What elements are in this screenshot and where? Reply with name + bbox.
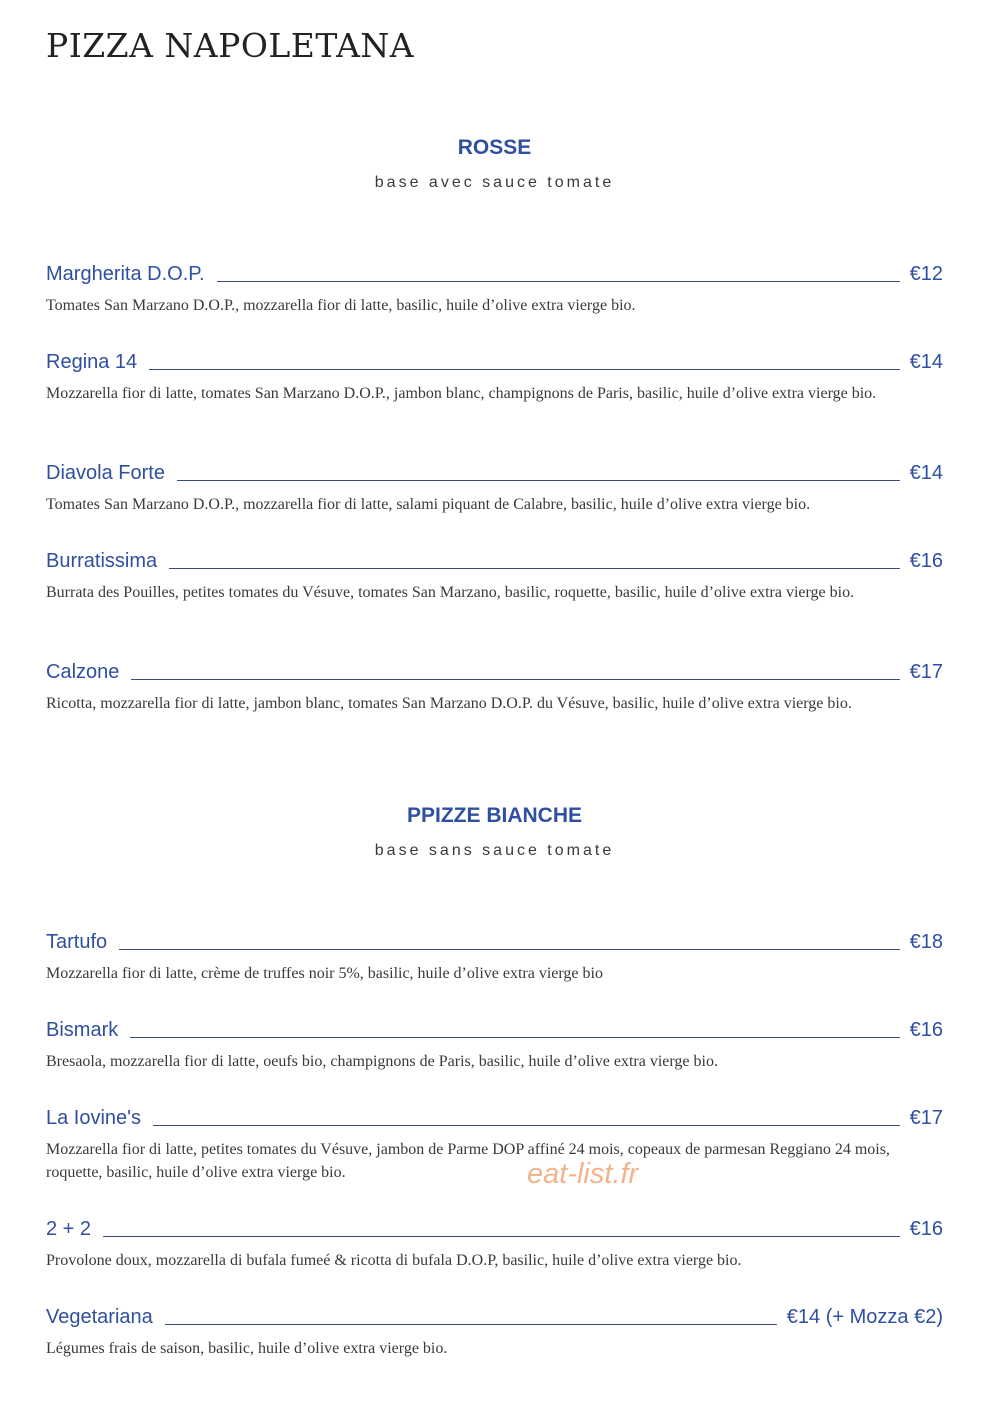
item-name: Bismark xyxy=(46,1019,119,1041)
item-description: Burrata des Pouilles, petites tomates du Vésuve, tomates San Marzano, basilic, roquette, basilic, huile d’olive extra vierge bio. xyxy=(46,584,855,601)
menu-item-tartufo xyxy=(46,926,943,952)
leader-line xyxy=(217,280,900,282)
menu-item-2-plus-2 xyxy=(46,1213,943,1239)
section-title-rosse: ROSSE xyxy=(457,136,532,159)
item-description: Mozzarella fior di latte, tomates San Marzano D.O.P., jambon blanc, champignons de Paris, basilic, huile d’olive extra vierge bio. xyxy=(46,385,877,402)
item-price: €16 xyxy=(909,1019,943,1041)
menu-item-burratissima xyxy=(46,545,943,571)
item-description: Mozzarella fior di latte, petites tomates du Vésuve, jambon de Parme DOP affiné 24 mois, copeaux de parmesan Reggiano 24 mois, roquette, basilic, huile d’olive extra vierge bio. xyxy=(46,1141,890,1181)
section-subtitle-bianche: base sans sauce tomate xyxy=(374,842,615,859)
leader-line xyxy=(103,1235,900,1237)
leader-line xyxy=(177,479,900,481)
item-name: La Iovine's xyxy=(46,1107,141,1129)
section-subtitle-rosse: base avec sauce tomate xyxy=(374,174,615,191)
item-name: 2 + 2 xyxy=(46,1218,92,1240)
menu-item-vegetariana xyxy=(46,1301,943,1327)
item-description: Provolone doux, mozzarella di bufala fumeé & ricotta di bufala D.O.P, basilic, huile d’olive extra vierge bio. xyxy=(46,1252,742,1269)
item-price: €14 (+ Mozza €2) xyxy=(786,1306,943,1328)
item-description: Mozzarella fior di latte, crème de truffes noir 5%, basilic, huile d’olive extra vierge bio xyxy=(46,965,603,982)
menu-item-regina xyxy=(46,346,943,372)
item-name: Burratissima xyxy=(46,550,158,572)
item-name: Regina 14 xyxy=(46,351,138,373)
leader-line xyxy=(169,567,899,569)
item-price: €16 xyxy=(909,550,943,572)
item-description: Bresaola, mozzarella fior di latte, oeufs bio, champignons de Paris, basilic, huile d’olive extra vierge bio. xyxy=(46,1053,718,1070)
item-price: €16 xyxy=(909,1218,943,1240)
item-name: Tartufo xyxy=(46,931,108,953)
watermark: eat-list.fr xyxy=(527,1158,639,1190)
leader-line xyxy=(165,1323,777,1325)
item-description: Tomates San Marzano D.O.P., mozzarella fior di latte, salami piquant de Calabre, basilic, huile d’olive extra vierge bio. xyxy=(46,496,811,513)
item-price: €18 xyxy=(909,931,943,953)
menu-item-la-iovines xyxy=(46,1102,943,1128)
item-price: €17 xyxy=(909,661,943,683)
menu-item-diavola xyxy=(46,457,943,483)
item-name: Margherita D.O.P. xyxy=(46,263,205,285)
item-price: €12 xyxy=(909,263,943,285)
item-name: Vegetariana xyxy=(46,1306,153,1328)
item-name: Calzone xyxy=(46,661,120,683)
item-description: Tomates San Marzano D.O.P., mozzarella fior di latte, basilic, huile d’olive extra vierge bio. xyxy=(46,297,636,314)
leader-line xyxy=(153,1124,900,1126)
menu-item-margherita xyxy=(46,258,943,284)
menu-item-bismark xyxy=(46,1014,943,1040)
item-description: Ricotta, mozzarella fior di latte, jambon blanc, tomates San Marzano D.O.P. du Vésuve, basilic, huile d’olive extra vierge bio. xyxy=(46,695,852,712)
item-price: €14 xyxy=(909,462,943,484)
menu-item-calzone xyxy=(46,656,943,682)
page-title: PIZZA NAPOLETANA xyxy=(46,26,415,65)
item-price: €14 xyxy=(909,351,943,373)
leader-line xyxy=(131,678,899,680)
item-price: €17 xyxy=(909,1107,943,1129)
leader-line xyxy=(130,1036,899,1038)
item-description: Légumes frais de saison, basilic, huile d’olive extra vierge bio. xyxy=(46,1340,448,1357)
leader-line xyxy=(119,948,899,950)
item-name: Diavola Forte xyxy=(46,462,165,484)
leader-line xyxy=(149,368,899,370)
section-title-bianche: PPIZZE BIANCHE xyxy=(406,804,582,827)
